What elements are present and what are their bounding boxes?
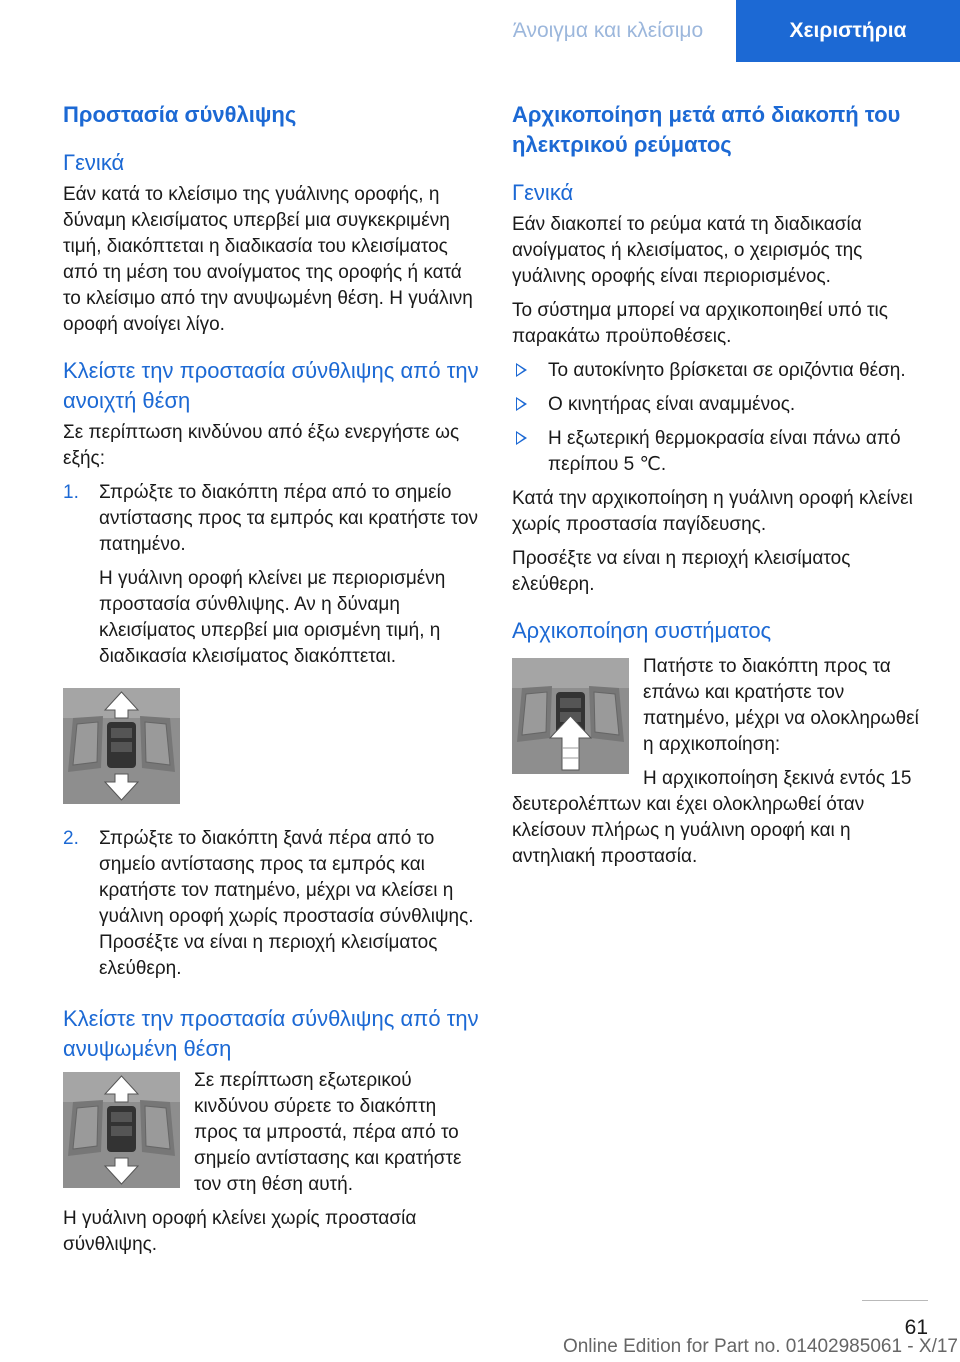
section-title: Άνοιγμα και κλείσιμο bbox=[512, 19, 704, 42]
footer-rule bbox=[862, 1300, 928, 1301]
bullet-arrow-icon bbox=[516, 363, 527, 377]
condition-item bbox=[512, 426, 930, 478]
initialize-title: Αρχικοποίηση μετά από διακοπή του ηλεκτρικού ρεύματος bbox=[512, 102, 901, 157]
switch-raised-illustration bbox=[63, 1072, 180, 1188]
raised-position-block bbox=[63, 1068, 483, 1206]
condition-text: Η εξωτερική θερμοκρασία είναι πάνω από περίπου 5 ℃. bbox=[548, 428, 901, 475]
general-heading: Γενικά bbox=[512, 180, 574, 205]
during-init-text: Κατά την αρχικοποίηση η γυάλινη οροφή κλείνει χωρίς προστασία παγίδευσης. bbox=[512, 488, 913, 535]
system-init-block bbox=[512, 654, 930, 870]
left-column bbox=[63, 100, 483, 1266]
condition-item bbox=[512, 392, 930, 418]
page-header bbox=[0, 0, 960, 62]
general-text: Εάν διακοπεί το ρεύμα κατά τη διαδικασία ανοίγματος ή κλεισίματος, ο χειρισμός της γυάλινης οροφής είναι περιορισμένος. bbox=[512, 214, 863, 287]
conditions-intro: Το σύστημα μπορεί να αρχικοποιηθεί υπό τις παρακάτω προϋποθέσεις. bbox=[512, 300, 888, 347]
condition-item bbox=[512, 358, 930, 384]
condition-text: Το αυτοκίνητο βρίσκεται σε οριζόντια θέση. bbox=[548, 360, 906, 381]
edition-watermark: Online Edition for Part no. 01402985061 - X/17 bbox=[562, 1336, 958, 1357]
step-1 bbox=[63, 480, 483, 670]
open-position-intro: Σε περίπτωση κινδύνου από έξω ενεργήστε ως εξής: bbox=[63, 422, 460, 469]
bullet-arrow-icon bbox=[516, 397, 527, 411]
system-init-result: Η αρχικοποίηση ξεκινά εντός 15 δευτερολέπτων και έχει ολοκληρωθεί όταν κλείσουν πλήρως η γυάλινη οροφή και η αντηλιακή προστασία. bbox=[512, 768, 912, 867]
system-init-heading: Αρχικοποίηση συστήματος bbox=[512, 618, 772, 643]
raised-position-text: Σε περίπτωση εξωτερικού κινδύνου σύρετε το διακόπτη προς τα μπροστά, πέρα από το σημείο αντίστασης και κρατήστε τον στη θέση αυτή. bbox=[194, 1070, 462, 1195]
step-note: Η γυάλινη οροφή κλείνει με περιορισμένη προστασία σύνθλιψης. Αν η δύναμη κλεισίματος υπερβεί μια ορισμένη τιμή, η διαδικασία κλεισίματος διακόπτεται. bbox=[99, 568, 446, 667]
page-number: 61 bbox=[904, 1316, 928, 1339]
step-text: Σπρώξτε το διακόπτη πέρα από το σημείο αντίστασης προς τα εμπρός και κρατήστε τον πατημένο. bbox=[99, 482, 479, 555]
right-column bbox=[512, 100, 930, 878]
bullet-arrow-icon bbox=[516, 431, 527, 445]
general-heading: Γενικά bbox=[63, 150, 125, 175]
raised-position-heading: Κλείστε την προστασία σύνθλιψης από την ανυψωμένη θέση bbox=[63, 1006, 479, 1061]
caution-text: Προσέξτε να είναι η περιοχή κλεισίματος ελεύθερη. bbox=[512, 548, 851, 595]
chapter-tab: Χειριστήρια bbox=[736, 0, 960, 62]
step-number: 1. bbox=[63, 482, 79, 503]
step-number: 2. bbox=[63, 828, 79, 849]
system-init-text: Πατήστε το διακόπτη προς τα επάνω και κρατήστε τον πατημένο, μέχρι να ολοκληρωθεί η αρχικοποίηση: bbox=[643, 656, 919, 755]
raised-position-result: Η γυάλινη οροφή κλείνει χωρίς προστασία σύνθλιψης. bbox=[63, 1208, 417, 1255]
open-position-heading: Κλείστε την προστασία σύνθλιψης από την ανοιχτή θέση bbox=[63, 358, 479, 413]
condition-text: Ο κινητήρας είναι αναμμένος. bbox=[548, 394, 796, 415]
step-2 bbox=[63, 826, 483, 982]
anti-trap-title: Προστασία σύνθλιψης bbox=[63, 102, 297, 127]
switch-up-illustration bbox=[512, 658, 629, 774]
general-text: Εάν κατά το κλείσιμο της γυάλινης οροφής, η δύναμη κλεισίματος υπερβεί μια συγκεκριμένη τιμή, διακόπτεται η διαδικασία του κλεισίματος από τη μέση του ανοίγματος της οροφής ή κατά το κλείσιμο από την ανυψωμένη θέση. Η γυάλινη οροφή ανοίγει λίγο. bbox=[63, 184, 473, 335]
step-text: Σπρώξτε το διακόπτη ξανά πέρα από το σημείο αντίστασης προς τα εμπρός και κρατήστε τον πατημένο, μέχρι να κλείσει η γυάλινη οροφή χωρίς προστασία σύνθλιψης. Προσέξτε να είναι η περιοχή κλεισίματος ελεύθερη. bbox=[99, 828, 474, 979]
switch-forward-illustration bbox=[63, 688, 180, 804]
